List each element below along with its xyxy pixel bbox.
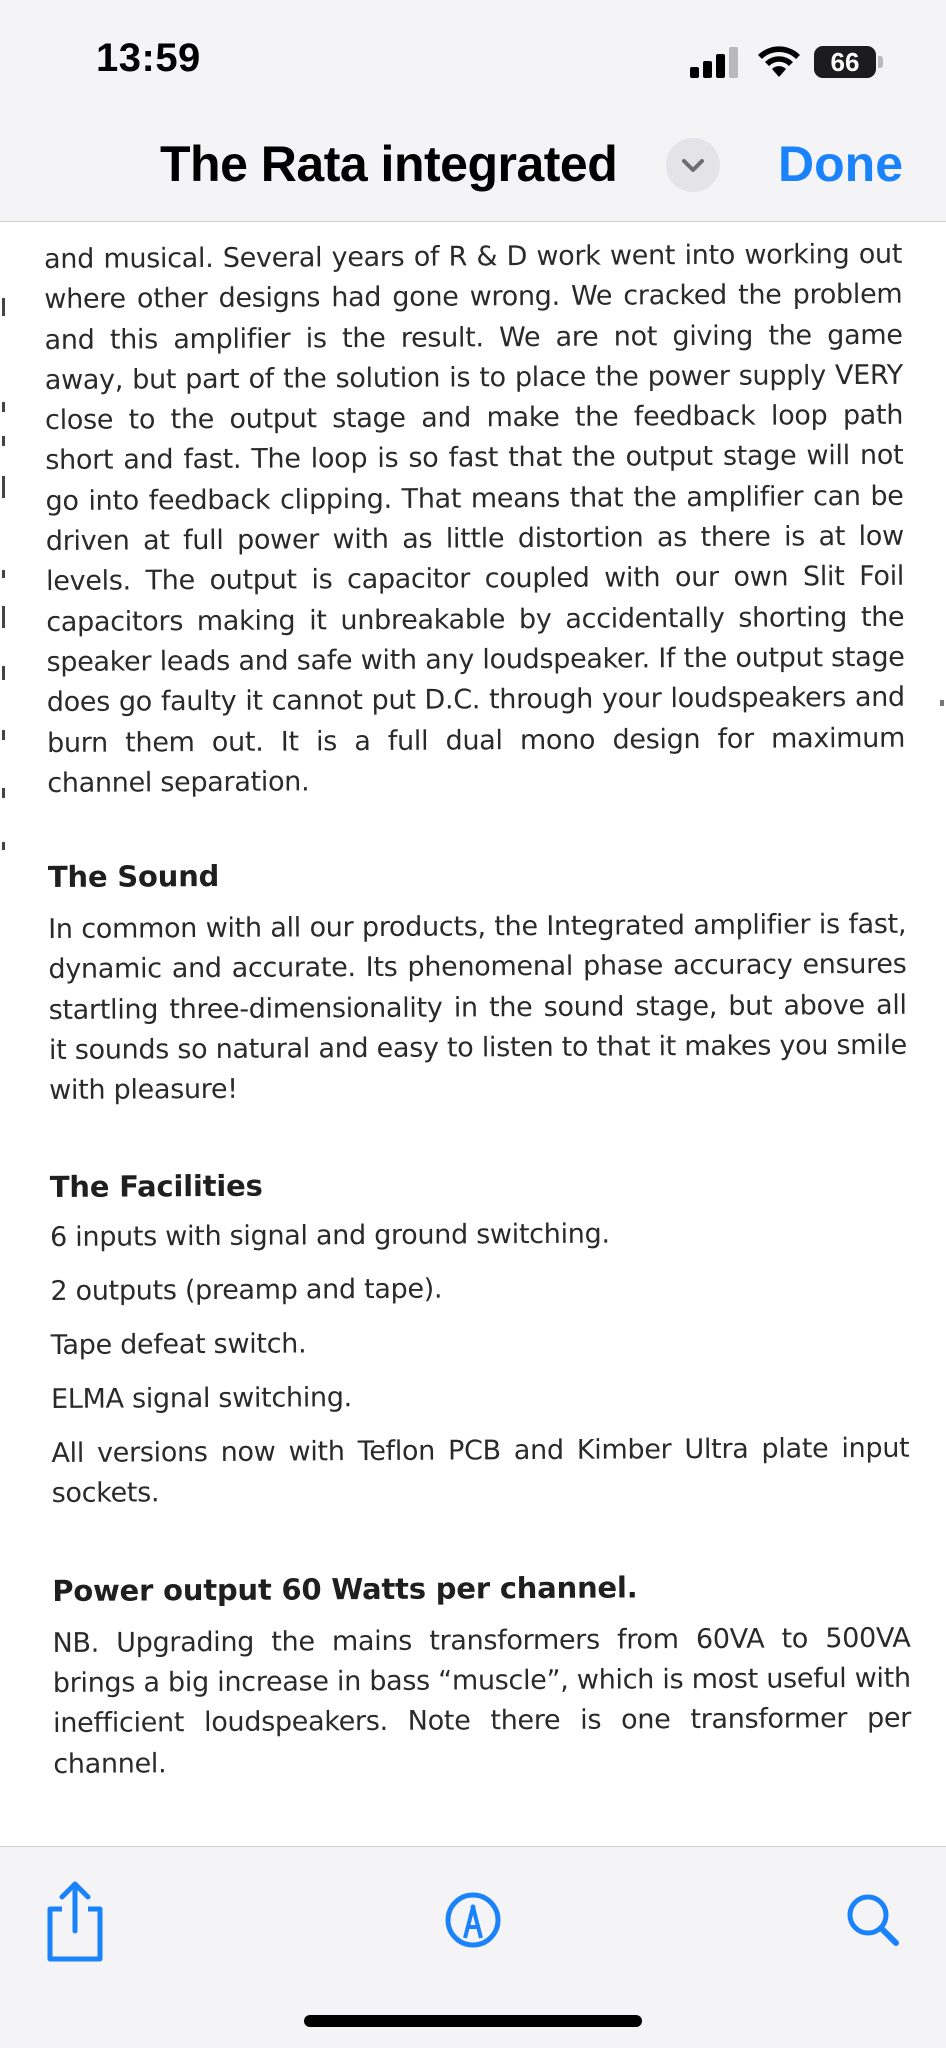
document-text	[44, 235, 911, 1785]
power-paragraph: NB. Upgrading the mains transformers from 60VA to 500VA brings a big increase in bass “muscle”, which is most useful with inefficient loudspeakers. Note there is one transformer per channel.	[52, 1622, 912, 1780]
facility-item: 6 inputs with signal and ground switching.	[49, 1218, 610, 1253]
facilities-heading: The Facilities	[49, 1168, 263, 1204]
markup-button[interactable]	[428, 1875, 518, 1965]
document-page[interactable]	[0, 222, 946, 1846]
search-button[interactable]	[828, 1875, 918, 1965]
facility-item: Tape defeat switch.	[50, 1328, 307, 1361]
done-button[interactable]: Done	[778, 136, 903, 192]
facility-item: ELMA signal switching.	[50, 1381, 353, 1415]
power-output-heading: Power output 60 Watts per channel.	[52, 1570, 638, 1608]
share-button[interactable]	[30, 1875, 120, 1965]
sound-heading: The Sound	[47, 859, 220, 895]
share-icon	[30, 1875, 120, 1965]
scan-edge-mark	[940, 700, 944, 706]
status-bar	[0, 0, 946, 120]
wifi-icon	[756, 44, 802, 78]
navigation-bar	[0, 120, 946, 222]
search-icon	[828, 1875, 918, 1965]
scan-margin-marks	[0, 222, 12, 922]
markup-icon	[428, 1875, 518, 1965]
document-title[interactable]: The Rata integrated	[160, 136, 618, 192]
title-menu-button[interactable]	[666, 138, 720, 192]
home-indicator[interactable]	[304, 2015, 642, 2027]
intro-paragraph: and musical. Several years of R & D work went into working out where other designs had gone wrong. We cracked the problem and this amplifier is the result. We are not giving the game away, but part of the solution is to place the power supply VERY close to the output stage and make the feedback loop path short and fast. The loop is so fast that the output stage will not go into feedback clipping. That means that the amplifier can be driven at full power with as little distortion as there is at low levels. The output is capacitor coupled with our own Slit Foil capacitors making it unbreakable by accidentally shorting the speaker leads and safe with any loudspeaker. If the output stage does go faulty it cannot put D.C. through your loudspeakers and burn them out. It is a full dual mono design for maximum channel separation.	[44, 238, 906, 799]
cellular-signal-icon	[690, 46, 738, 78]
facility-item: 2 outputs (preamp and tape).	[50, 1273, 443, 1307]
battery-icon: 66	[814, 46, 876, 78]
battery-tip	[878, 56, 883, 68]
facilities-list	[50, 1212, 910, 1513]
status-time: 13:59	[96, 36, 201, 80]
sound-paragraph: In common with all our products, the Integrated amplifier is fast, dynamic and accurate. Its phenomenal phase accuracy ensures startling three-dimensionality in the sound stage, but above all it sounds so natural and easy to listen to that it makes you smile with pleasure!	[48, 908, 908, 1107]
chevron-down-icon	[680, 154, 706, 176]
facility-item: All versions now with Teflon PCB and Kimber Ultra plate input sockets.	[51, 1432, 910, 1509]
bottom-toolbar	[0, 1846, 946, 2048]
